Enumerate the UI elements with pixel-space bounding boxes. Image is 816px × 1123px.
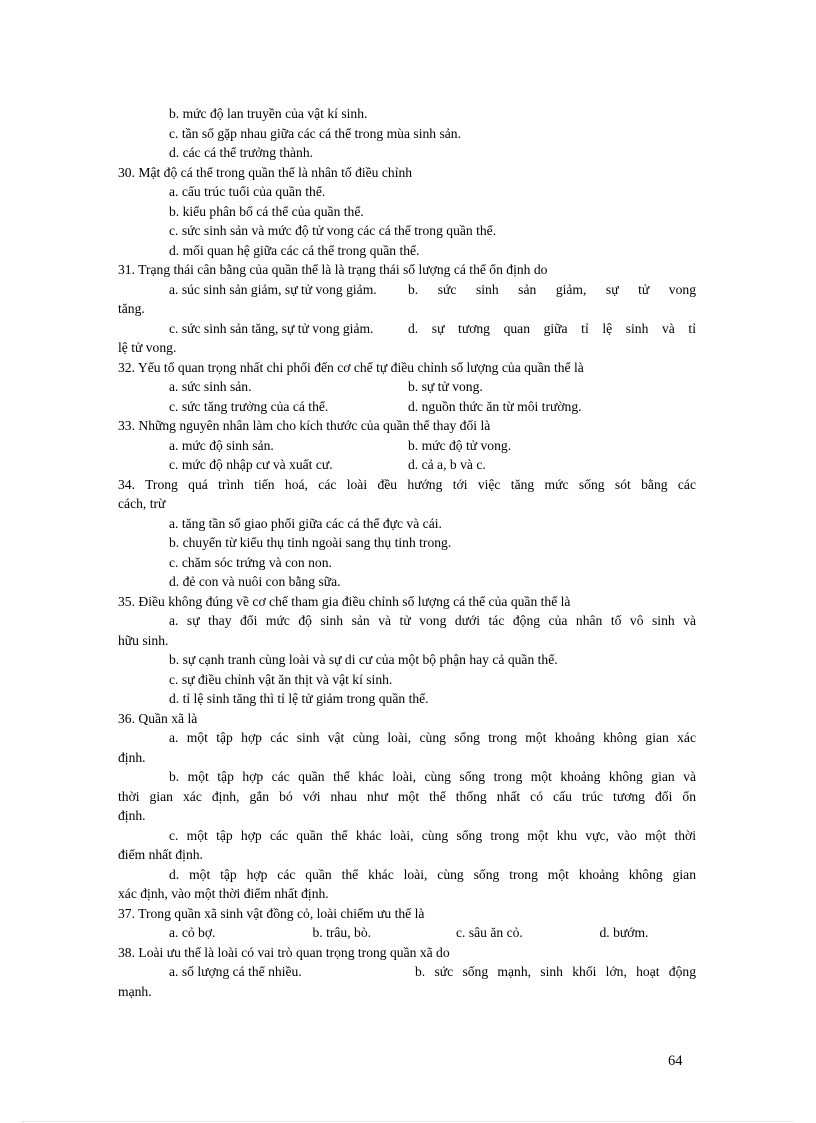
answer-row: [118, 923, 696, 943]
answer-d: d. cả a, b và c.: [408, 457, 486, 472]
text-line: d. đẻ con và nuôi con bằng sữa.: [169, 574, 341, 589]
text-line: d. mối quan hệ giữa các cá thể trong quần thể.: [169, 242, 420, 258]
answer-row: [118, 280, 696, 300]
answer-d: d. nguồn thức ăn từ môi trường.: [408, 398, 582, 414]
answer-b: b. sức sống mạnh, sinh khối lớn, hoạt động: [415, 964, 696, 979]
answer-row: [118, 319, 696, 339]
text-line: mạnh.: [118, 983, 152, 999]
question-32: 32. Yếu tố quan trọng nhất chi phối đến cơ chế tự điều chỉnh số lượng của quần thể là: [118, 359, 584, 375]
question-34: 34. Trong quá trình tiến hoá, các loài đều hướng tới việc tăng mức sống sót bằng các: [118, 476, 696, 492]
answer-b: b. mức độ tử vong.: [408, 437, 512, 453]
question-38: 38. Loài ưu thế là loài có vai trò quan trọng trong quần xã do: [118, 944, 450, 960]
question-33: 33. Những nguyên nhân làm cho kích thước của quần thể thay đổi là: [118, 418, 491, 433]
text-line: c. chăm sóc trứng và con non.: [169, 554, 332, 570]
text-line: d. tỉ lệ sinh tăng thì tỉ lệ tử giảm trong quần thể.: [169, 691, 429, 706]
answer-a: a. số lượng cá thể nhiều.: [169, 964, 302, 979]
answer-a: a. cỏ bợ.: [169, 925, 216, 940]
text-line: c. một tập hợp các quần thể khác loài, cùng sống trong một khu vực, vào một thời: [169, 827, 696, 843]
answer-a: a. mức độ sinh sản.: [169, 437, 274, 453]
answer-b: b. sức sinh sản giảm, sự tử vong: [408, 281, 696, 297]
answer-b: b. trâu, bò.: [312, 925, 372, 940]
text-line: a. tăng tần số giao phối giữa các cá thể đực và cái.: [169, 515, 442, 531]
text-line: a. cấu trúc tuổi của quần thể.: [169, 184, 326, 199]
text-line: b. mức độ lan truyền của vật kí sinh.: [169, 106, 368, 121]
answer-c: c. sức tăng trưởng của cá thể.: [169, 398, 329, 414]
text-line: d. các cá thể trưởng thành.: [169, 145, 314, 160]
text-line: b. chuyển từ kiểu thụ tinh ngoài sang thụ tinh trong.: [169, 535, 452, 550]
answer-c: c. sâu ăn cỏ.: [456, 925, 523, 940]
answer-d: d. sự tương quan giữa tỉ lệ sinh và tỉ: [408, 320, 696, 336]
answer-a: a. sức sinh sản.: [169, 379, 252, 394]
answer-c: c. mức độ nhập cư và xuất cư.: [169, 457, 333, 472]
text-line: b. kiểu phân bố cá thể của quần thể.: [169, 203, 364, 219]
text-line: xác định, vào một thời điểm nhất định.: [118, 886, 329, 901]
text-line: b. một tập hợp các quần thể khác loài, cùng sống trong một khoảng không gian và: [169, 769, 696, 784]
question-31: 31. Trạng thái cân bằng của quần thể là là trạng thái số lượng cá thể ổn định do: [118, 262, 548, 277]
text-line: cách, trừ: [118, 496, 166, 511]
text-line: b. sự cạnh tranh cùng loài và sự di cư của một bộ phận hay cả quần thể.: [169, 652, 558, 667]
text-line: a. một tập hợp các sinh vật cùng loài, cùng sống trong một khoảng không gian xác: [169, 730, 696, 745]
question-30: 30. Mật độ cá thể trong quần thể là nhân tố điều chỉnh: [118, 164, 413, 180]
text-line: c. sức sinh sản và mức độ tử vong các cá thể trong quần thể.: [169, 223, 497, 238]
answer-row: [118, 397, 696, 417]
text-line: định.: [118, 808, 146, 823]
question-36: 36. Quần xã là: [118, 710, 198, 726]
answer-row: [118, 377, 696, 397]
text-line: tăng.: [118, 301, 145, 316]
text-line: định.: [118, 749, 146, 765]
text-line: thời gian xác định, gắn bó với nhau như một thể thống nhất có cấu trúc tương đối ổn: [118, 788, 696, 804]
text-line: lệ tử vong.: [118, 340, 177, 355]
question-35: 35. Điều không đúng về cơ chế tham gia điều chỉnh số lượng cá thể của quần thể là: [118, 593, 571, 609]
text-line: c. tần số gặp nhau giữa các cá thể trong mùa sinh sản.: [169, 125, 461, 141]
text-line: d. một tập hợp các quần thể khác loài, cùng sống trong một khoảng không gian: [169, 866, 696, 882]
document-page: [118, 104, 696, 1001]
answer-b: b. sự tử vong.: [408, 379, 483, 394]
text-line: hữu sinh.: [118, 632, 169, 648]
answer-row: [118, 962, 696, 982]
answer-row: [118, 455, 696, 475]
text-line: c. sự điều chỉnh vật ăn thịt và vật kí sinh.: [169, 671, 393, 687]
page-divider: [22, 1121, 794, 1122]
answer-row: [118, 436, 696, 456]
text-line: a. sự thay đổi mức độ sinh sản và tử vong dưới tác động của nhân tố vô sinh và: [169, 613, 696, 628]
question-37: 37. Trong quần xã sinh vật đồng cỏ, loài chiếm ưu thế là: [118, 905, 425, 921]
answer-a: a. súc sinh sản giảm, sự tử vong giảm.: [169, 281, 377, 297]
page-number: 64: [668, 1053, 683, 1069]
answer-d: d. bướm.: [599, 925, 649, 940]
answer-c: c. sức sinh sản tăng, sự tử vong giảm.: [169, 320, 374, 336]
text-line: điểm nhất định.: [118, 847, 203, 862]
